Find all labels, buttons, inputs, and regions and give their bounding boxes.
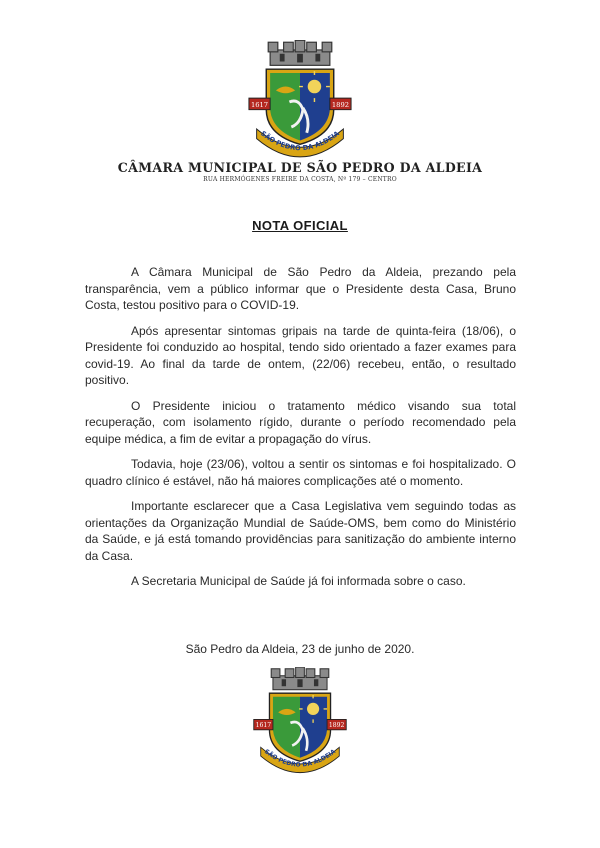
municipal-crest-bottom: [252, 667, 348, 777]
document-title: NOTA OFICIAL: [252, 218, 348, 233]
paragraph: Importante esclarecer que a Casa Legislativa vem seguindo todas as orientações da Organização Mundial de Saúde-OMS, bem como do Ministério da Saúde, e já está tomando providências para sanitização do ambiente interno da Casa.: [85, 499, 516, 563]
organization-name: CÂMARA MUNICIPAL DE SÃO PEDRO DA ALDEIA: [117, 160, 483, 175]
crest-emblem-icon: [247, 40, 353, 162]
date-line: São Pedro da Aldeia, 23 de junho de 2020.: [185, 642, 415, 656]
paragraph: A Secretaria Municipal de Saúde já foi informada sobre o caso.: [131, 574, 466, 588]
document-body: [85, 264, 516, 599]
organization-address: RUA HERMÓGENES FREIRE DA COSTA, Nº 179 – CENTRO: [203, 176, 397, 183]
crest-year-left: 1617: [250, 100, 269, 109]
paragraph: Todavia, hoje (23/06), voltou a sentir os sintomas e foi hospitalizado. O quadro clínico é estável, não há maiores complicações até o momento.: [85, 457, 516, 488]
crest-motto: SÃO PEDRO DA ALDEIA: [262, 748, 338, 769]
paragraph: O Presidente iniciou o tratamento médico visando sua total recuperação, com isolamento rígido, durante o período recomendado pela equipe médica, a fim de evitar a propagação do vírus.: [85, 398, 516, 446]
crest-year-left: 1617: [255, 722, 272, 730]
paragraph: Após apresentar sintomas gripais na tarde de quinta-feira (18/06), o Presidente foi conduzido ao hospital, tendo sido orientado a fazer exames para covid-19. Ao final da tarde de ontem, (22/06) recebeu, então, o resultado positivo.: [85, 323, 516, 387]
paragraph: A Câmara Municipal de São Pedro da Aldeia, prezando pela transparência, vem a público informar que o Presidente desta Casa, Bruno Costa, testou positivo para o COVID-19.: [85, 265, 516, 312]
crest-year-right: 1892: [331, 100, 350, 109]
crest-motto: SÃO PEDRO DA ALDEIA: [259, 129, 341, 153]
crest-year-right: 1892: [328, 722, 345, 730]
municipal-crest-top: [247, 40, 353, 162]
crest-emblem-icon: [252, 667, 348, 777]
